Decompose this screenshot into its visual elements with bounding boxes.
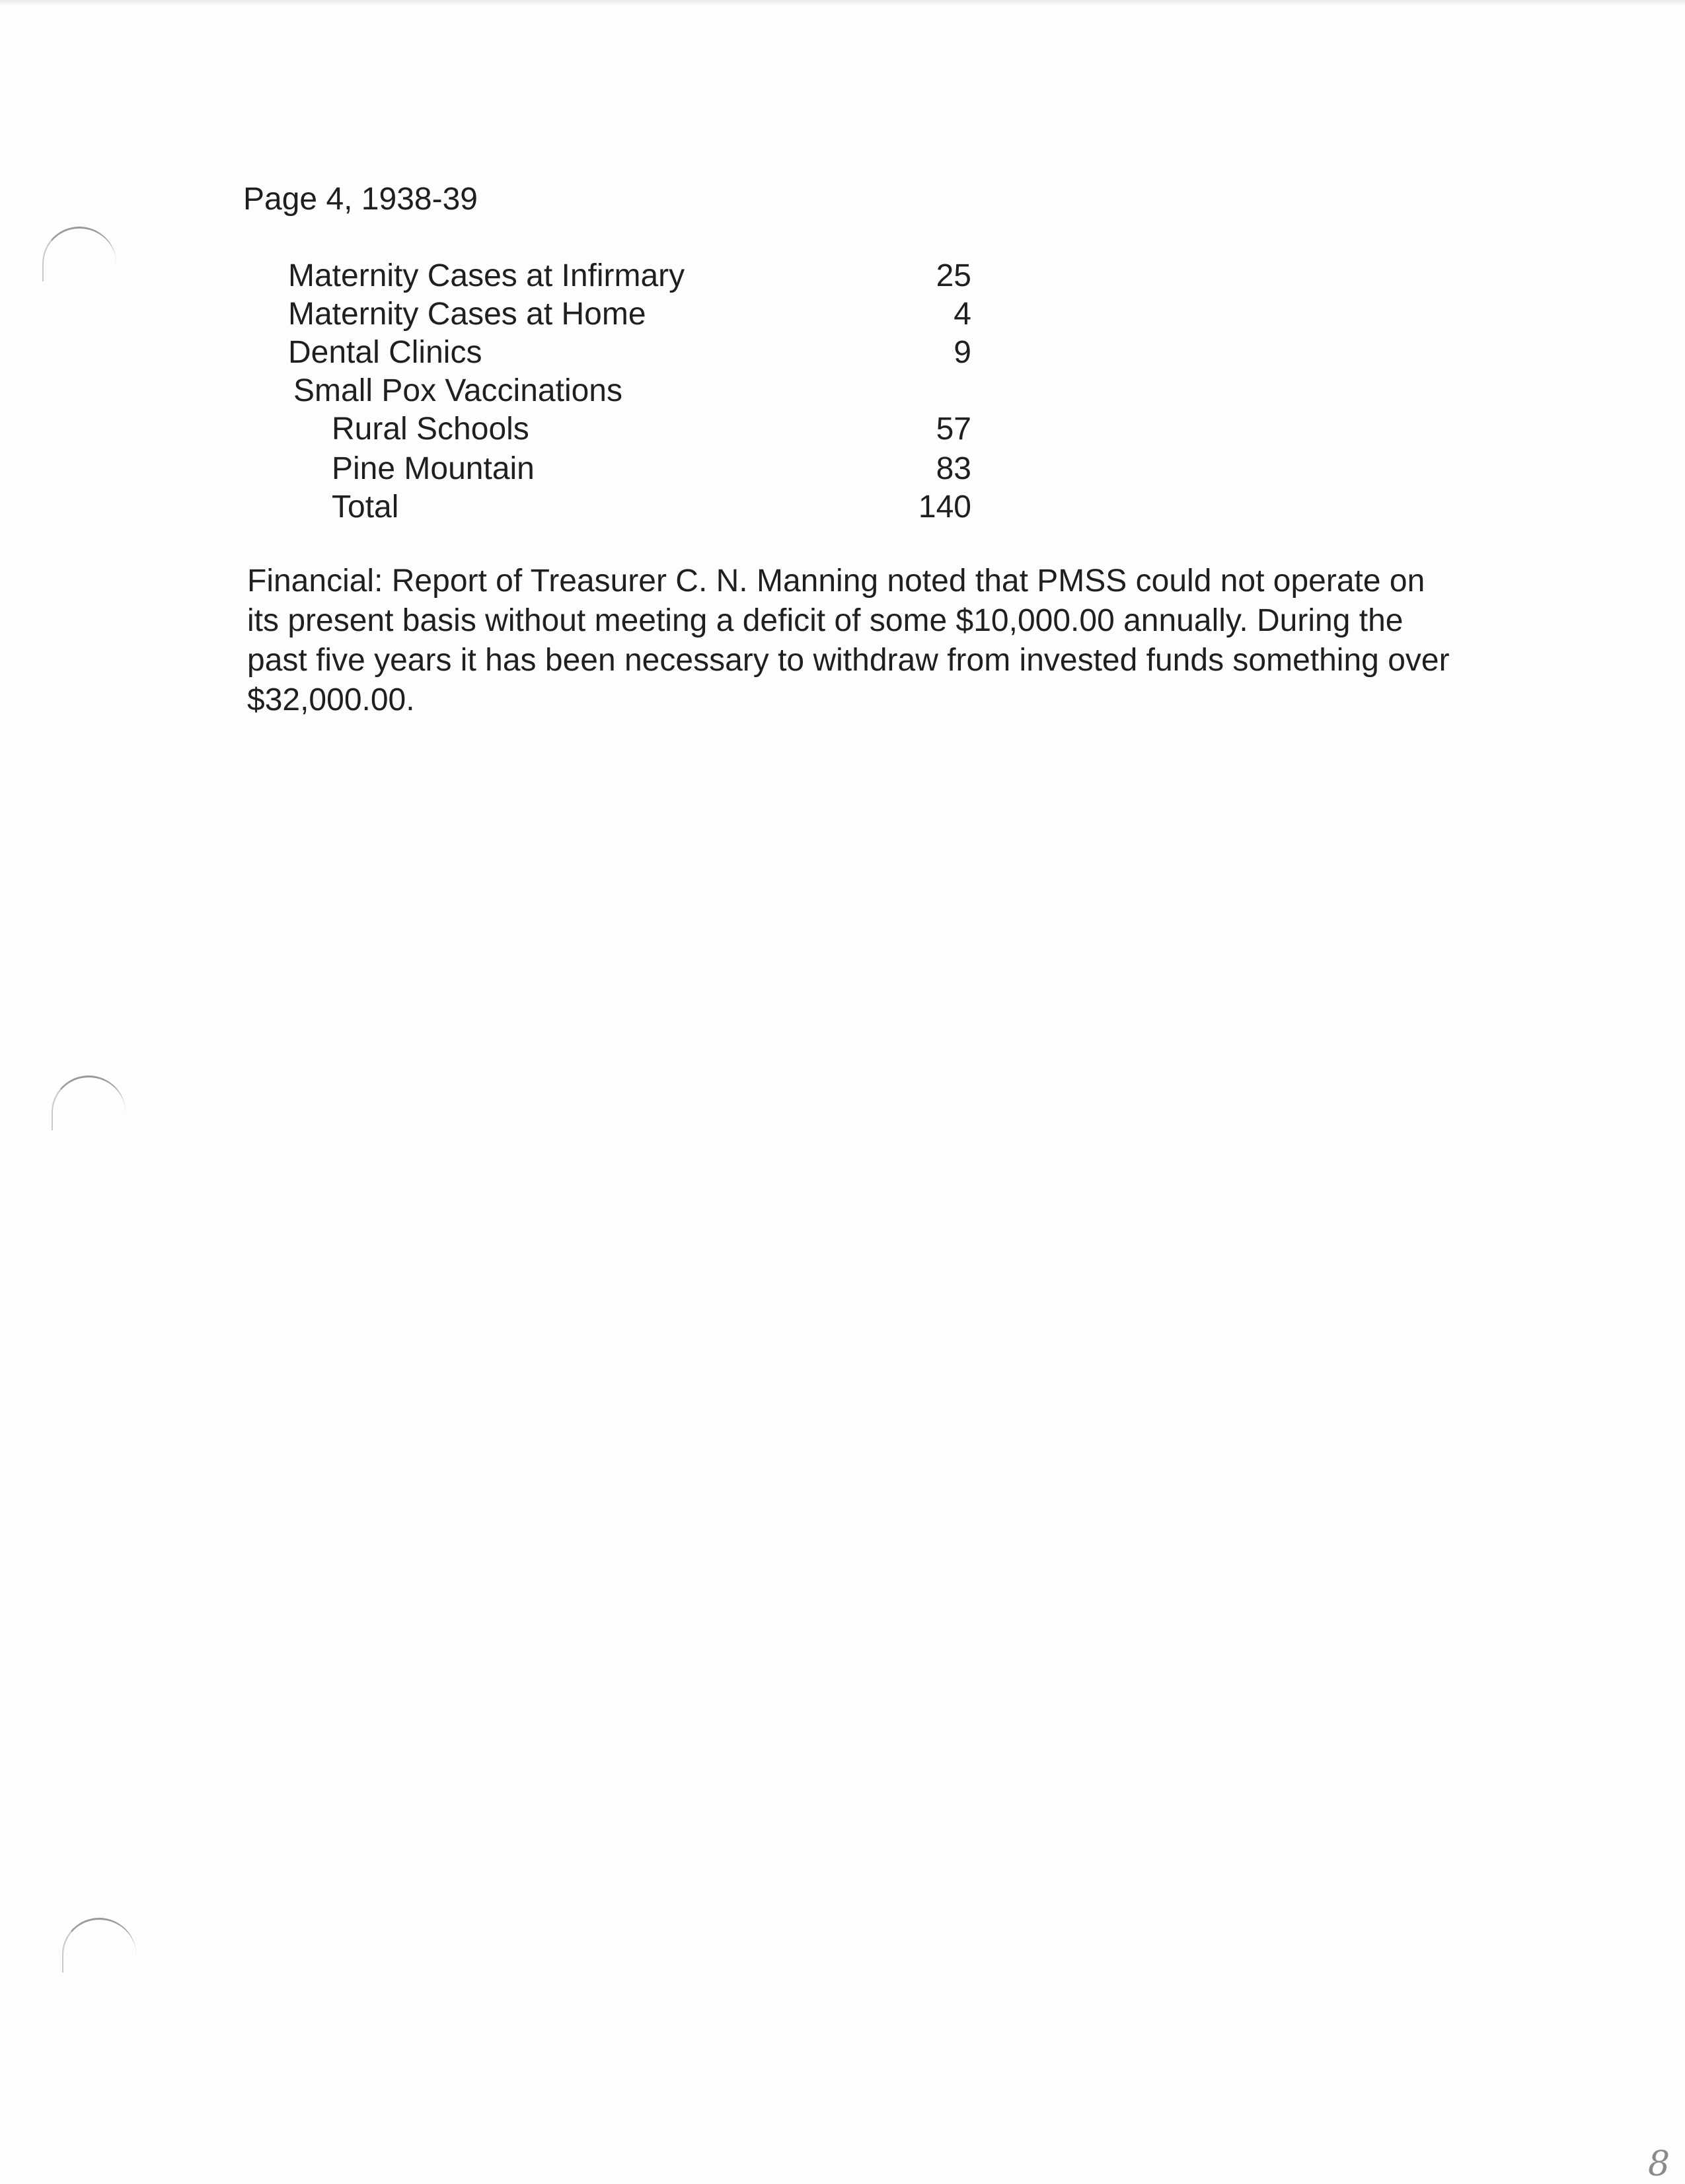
stat-value: 25 bbox=[936, 258, 971, 293]
stat-label: Total bbox=[332, 490, 399, 525]
stat-value: 83 bbox=[936, 451, 971, 486]
stat-label: Rural Schools bbox=[332, 412, 529, 447]
stat-row-maternity-home bbox=[0, 295, 1685, 334]
stat-value: 140 bbox=[918, 490, 971, 525]
stat-label: Maternity Cases at Home bbox=[288, 297, 646, 332]
paragraph-line: Financial: Report of Treasurer C. N. Manning noted that PMSS could not operate on bbox=[247, 564, 1425, 599]
page-header: Page 4, 1938-39 bbox=[243, 182, 478, 217]
financial-paragraph bbox=[247, 562, 1529, 720]
stat-label: Maternity Cases at Infirmary bbox=[288, 258, 685, 293]
stat-row-pine-mountain bbox=[0, 449, 1685, 489]
punch-hole-middle bbox=[52, 1075, 126, 1130]
statistics-list bbox=[0, 0, 1685, 595]
stat-value: 4 bbox=[954, 297, 971, 332]
stat-value: 57 bbox=[936, 412, 971, 447]
stat-row-small-pox-heading bbox=[0, 371, 1685, 411]
paragraph-line: past five years it has been necessary to withdraw from invested funds something over bbox=[247, 643, 1450, 678]
stat-label: Small Pox Vaccinations bbox=[293, 373, 622, 408]
paragraph-line: $32,000.00. bbox=[247, 682, 415, 717]
stat-label: Pine Mountain bbox=[332, 451, 535, 486]
stat-row-dental-clinics bbox=[0, 333, 1685, 373]
paragraph-line: its present basis without meeting a deficit of some $10,000.00 annually. During the bbox=[247, 603, 1404, 638]
stat-row-rural-schools bbox=[0, 410, 1685, 449]
stat-label: Dental Clinics bbox=[288, 335, 482, 370]
punch-hole-bottom bbox=[62, 1918, 136, 1973]
stat-row-maternity-infirmary bbox=[0, 256, 1685, 296]
handwritten-page-mark: 8 bbox=[1648, 2144, 1670, 2184]
stat-value: 9 bbox=[954, 335, 971, 370]
stat-row-total bbox=[0, 488, 1685, 527]
